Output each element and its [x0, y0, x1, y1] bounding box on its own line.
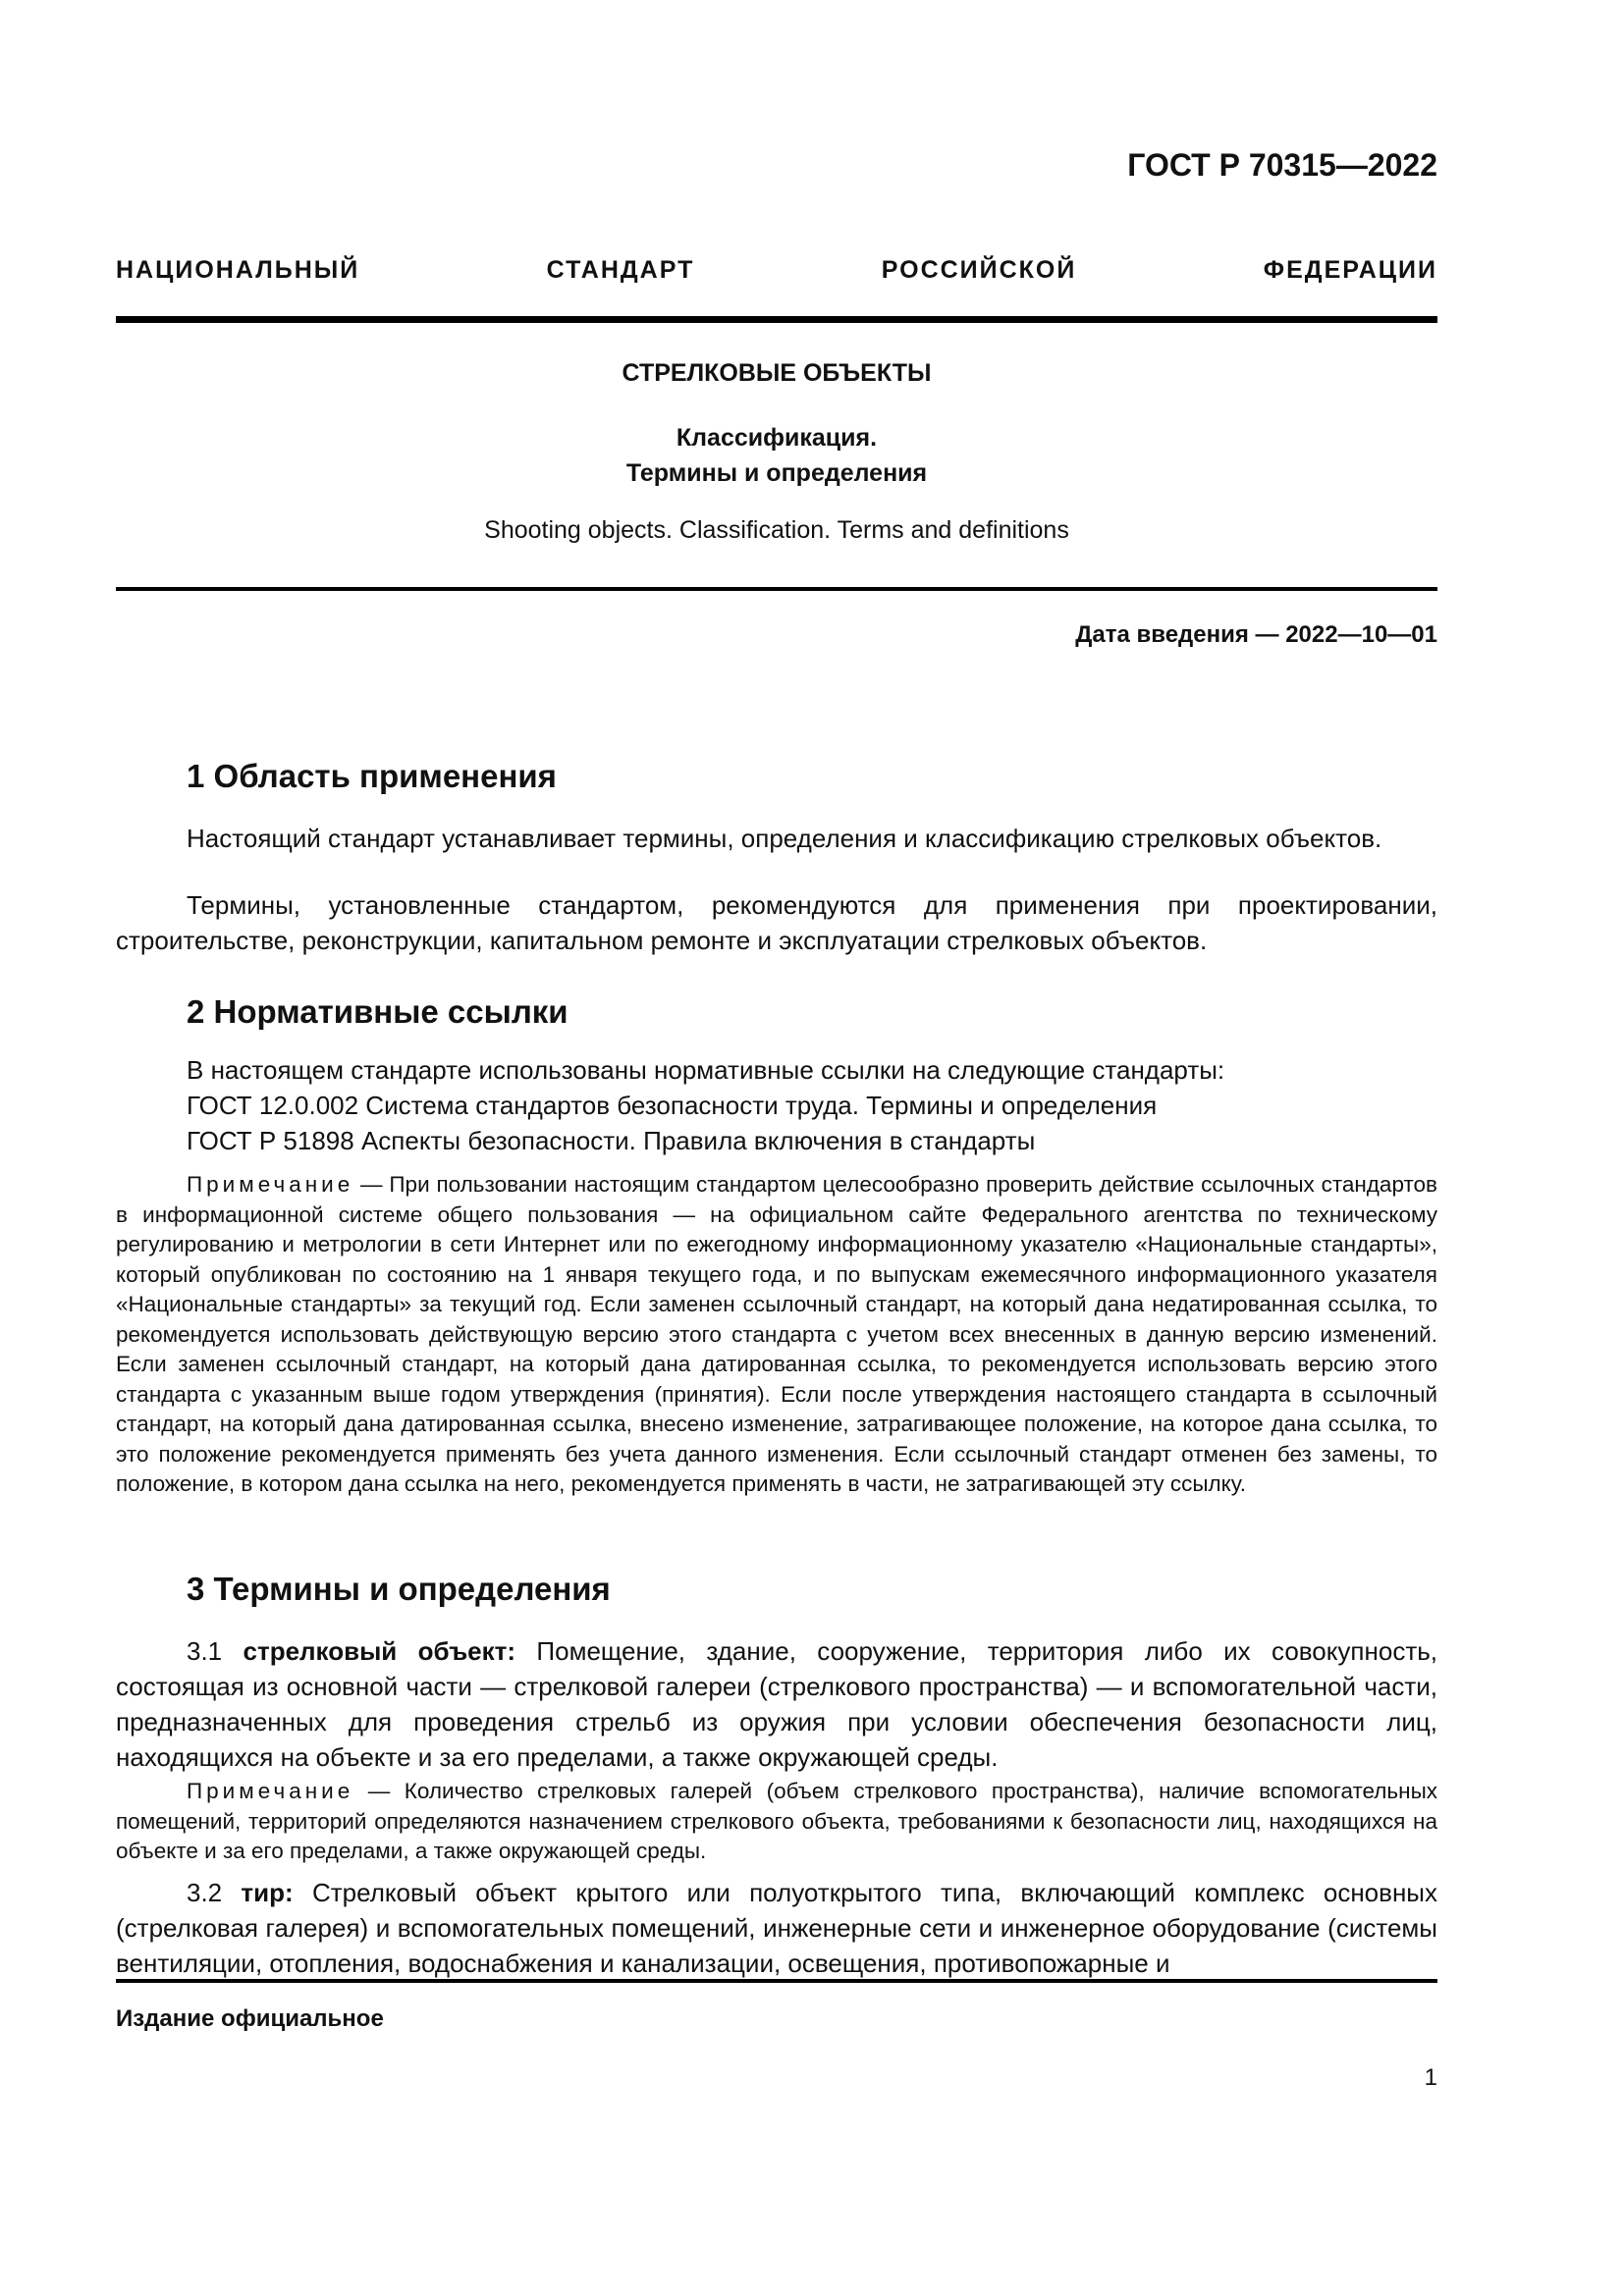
- english-title: Shooting objects. Classification. Terms and definitions: [484, 516, 1069, 544]
- reference-gost-12-0-002: ГОСТ 12.0.002 Система стандартов безопасности труда. Термины и определения: [187, 1091, 1158, 1120]
- section-3-heading: 3 Термины и определения: [187, 1571, 611, 1607]
- subtitle-line-1: Классификация.: [676, 424, 878, 452]
- section-3-note: Примечание — Количество стрелковых галерей (объем стрелкового пространства), наличие вспомогательных помещений, территорий определяются назначением стрелкового объекта, требованиями к безопасности лиц, находящихся на объекте и за его пределами, а также окружающей среды.: [116, 1779, 1437, 1863]
- title-rule: [116, 587, 1437, 591]
- page-number: 1: [1424, 2064, 1437, 2091]
- note-label: Примечание: [187, 1172, 354, 1197]
- official-edition-label: Издание официальное: [116, 2005, 384, 2032]
- section-2-intro: В настоящем стандарте использованы нормативные ссылки на следующие стандарты:: [187, 1055, 1225, 1085]
- introduction-date: Дата введения — 2022—10—01: [1075, 621, 1437, 648]
- section-2-heading: 2 Нормативные ссылки: [187, 993, 568, 1030]
- subtitle-line-2: Термины и определения: [625, 459, 928, 487]
- gost-number: ГОСТ Р 70315—2022: [1127, 147, 1437, 183]
- term-3-1: 3.1 стрелковый объект: Помещение, здание, сооружение, территория либо их совокупность, состоящая из основной части — стрелковой галереи (стрелкового пространства) — и вспомогательной части, предназначенных для проведения стрельб из оружия при условии обеспечения безопасности лиц, находящихся на объекте и за его пределами, а также окружающей среды.: [116, 1636, 1437, 1772]
- section-1-paragraph-2: Термины, установленные стандартом, рекомендуются для применения при проектировании, строительстве, реконструкции, капитальном ремонте и эксплуатации стрелковых объектов.: [116, 890, 1437, 955]
- section-1-paragraph-1: Настоящий стандарт устанавливает термины, определения и классификацию стрелковых объектов.: [187, 824, 1382, 853]
- document-title: СТРЕЛКОВЫЕ ОБЪЕКТЫ: [622, 359, 932, 387]
- top-rule: [116, 316, 1437, 323]
- term-3-2-name: тир:: [241, 1878, 294, 1907]
- term-3-1-name: стрелковый объект:: [243, 1636, 516, 1666]
- note-label: Примечание: [187, 1779, 354, 1803]
- reference-gost-r-51898: ГОСТ Р 51898 Аспекты безопасности. Правила включения в стандарты: [187, 1126, 1036, 1155]
- section-2-note: Примечание — При пользовании настоящим стандартом целесообразно проверить действие ссылочных стандартов в информационной системе общего пользования — на официальном сайте Федерального агентства по техническому регулированию и метрологии в сети Интернет или по ежегодному информационному указателю «Национальные стандарты», который опубликован по состоянию на 1 января текущего года, и по выпускам ежемесячного информационного указателя «Национальные стандарты» за текущий год. Если заменен ссылочный стандарт, на который дана недатированная ссылка, то рекомендуется использовать действующую версию этого стандарта с учетом всех внесенных в данную версию изменений. Если заменен ссылочный стандарт, на который дана датированная ссылка, то рекомендуется использовать версию этого стандарта с указанным выше годом утверждения (принятия). Если после утверждения настоящего стандарта в ссылочный стандарт, на который дана датированная ссылка, внесено изменение, затрагивающее положение, на которое дана ссылка, то это положение рекомендуется применять без учета данного изменения. Если ссылочный стандарт отменен без замены, то положение, в котором дана ссылка на него, рекомендуется применять в части, не затрагивающей эту ссылку.: [116, 1172, 1437, 1496]
- term-3-2: 3.2 тир: Стрелковый объект крытого или полуоткрытого типа, включающий комплекс основных (стрелковая галерея) и вспомогательных помещений, инженерные сети и инженерное оборудование (системы вентиляции, отопления, водоснабжения и канализации, освещения, противопожарные и: [116, 1878, 1437, 1978]
- footer-rule: [116, 1979, 1437, 1983]
- national-standard-banner: НАЦИОНАЛЬНЫЙ СТАНДАРТ РОССИЙСКОЙ ФЕДЕРАЦИИ: [116, 256, 1437, 284]
- section-1-heading: 1 Область применения: [187, 758, 557, 794]
